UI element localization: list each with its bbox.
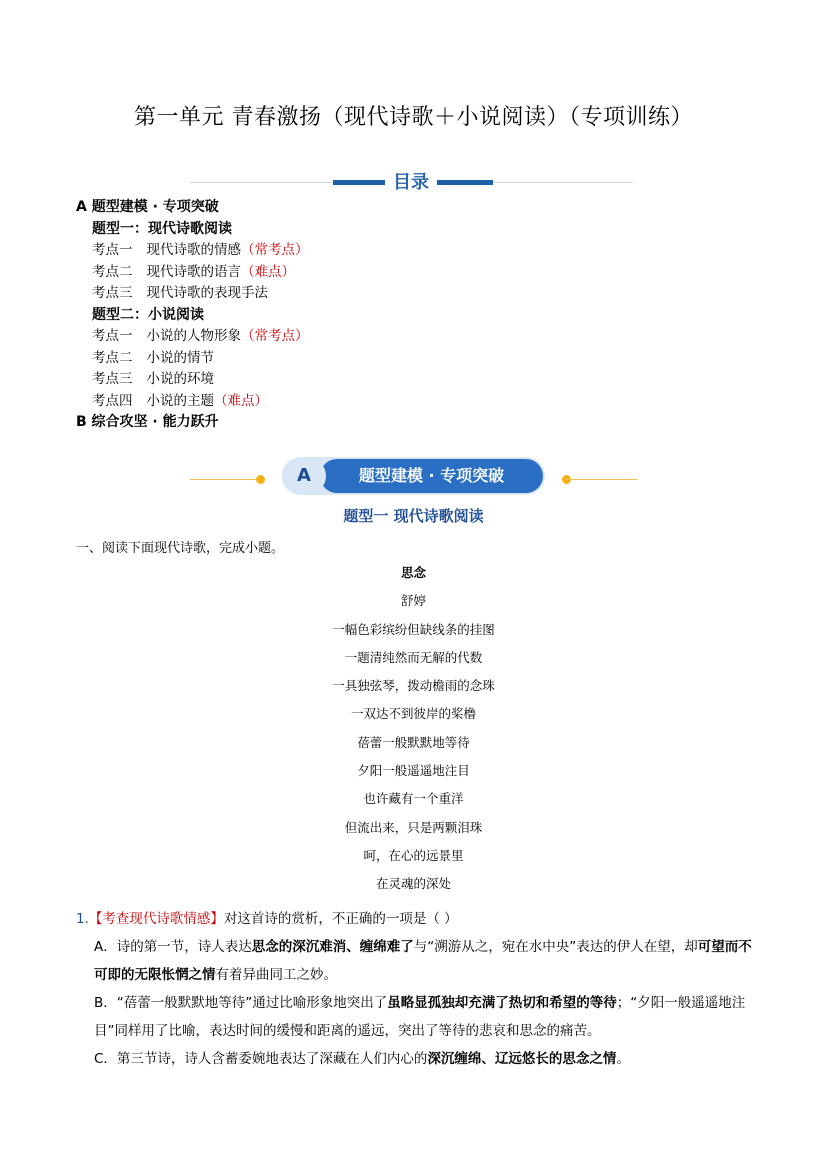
toc-item-label: 考点三 [92,371,133,387]
section-banner [190,457,637,497]
banner-dot-left [256,475,265,484]
toc-item[interactable] [76,262,309,284]
toc-rule-left [190,182,333,183]
toc-part-b[interactable]: B 综合攻坚 · 能力跃升 [76,414,219,430]
toc-banner [333,168,493,192]
toc-item-text: 现代诗歌的语言 [146,263,241,280]
toc-item-tag: （难点） [241,263,295,280]
toc-item-text: 小说的主题 [146,392,214,409]
instruction: 一、阅读下面现代诗歌，完成小题。 [76,541,285,556]
toc-item-text: 现代诗歌的表现手法 [146,285,268,301]
option-text: 有着异曲同工之妙。 [215,967,337,983]
option-a[interactable] [76,933,756,989]
toc-item-text: 现代诗歌的情感 [146,242,241,258]
toc-heading: 目录 [393,172,429,193]
toc-part-a[interactable]: A 题型建模 · 专项突破 [76,199,219,215]
toc-type1[interactable]: 题型一：现代诗歌阅读 [92,220,232,237]
banner-line-right [565,479,637,480]
question-text: 对这首诗的赏析，不正确的一项是（ ） [223,911,458,927]
poem-line: 一题清纯然而无解的代数 [344,649,483,665]
banner-line-left [190,479,260,480]
toc-item-label: 考点二 [92,349,133,366]
section-banner-label: 题型建模 · 专项突破 [320,459,543,493]
option-emphasis: 深沉缠绵、辽远悠长的思念之情 [427,1051,617,1067]
poem-line: 夕阳一般遥遥地注目 [357,763,470,779]
toc-item[interactable] [76,369,309,391]
option-text: 。 [616,1051,630,1067]
option-c[interactable] [76,1045,756,1073]
option-emphasis: 虽略显孤独却充满了热切和希望的等待 [387,995,617,1011]
option-text: 与“溯游从之，宛在水中央”表达的伊人在望，却 [413,939,698,955]
section-banner-letter: A [282,457,326,495]
table-of-contents [76,197,309,434]
option-text: B．“蓓蕾一般默默地等待”通过比喻形象地突出了 [94,995,388,1011]
toc-item-tag: （常考点） [241,328,309,344]
toc-item[interactable] [76,240,309,262]
option-text: ；“夕阳一般遥遥地注目”同样用了比喻，表达时间的缓慢和距离的遥远，突出了等待的悲哀和思念的痛苦。 [94,995,746,1039]
poem-line: 一具独弦琴，拨动檐雨的念珠 [332,678,495,694]
option-b[interactable] [76,989,756,1045]
toc-item-label: 考点二 [92,263,133,280]
toc-type2[interactable]: 题型二：小说阅读 [92,306,204,323]
poem [0,564,827,904]
question-1 [76,905,756,1073]
poem-line: 但流出来，只是两颗泪珠 [344,819,483,835]
option-text: C．第三节诗，诗人含蓄委婉地表达了深藏在人们内心的 [94,1051,428,1067]
toc-item-text: 小说的人物形象 [146,328,241,344]
toc-item-tag: （常考点） [241,242,309,258]
poem-line: 在灵魂的深处 [375,876,451,892]
toc-item-label: 考点一 [92,242,133,258]
question-stem [76,905,756,933]
option-text: A．诗的第一节，诗人表达 [94,939,252,955]
option-emphasis: 思念的深沉难消、缠绵难了 [251,939,414,955]
toc-bar-right [437,180,493,185]
toc-item-label: 考点四 [92,392,133,409]
poem-line: 也许藏有一个重洋 [363,791,464,807]
document-title: 第一单元 青春激扬（现代诗歌＋小说阅读）（专项训练） [134,105,693,130]
question-number: 1. [76,911,89,927]
toc-item[interactable] [76,391,309,413]
toc-item[interactable] [76,326,309,348]
poem-line: 蓓蕾一般默默地等待 [357,734,470,750]
poem-title: 思念 [400,565,426,580]
option-emphasis: 可望而不可即的无限怅惘之情 [94,939,752,983]
toc-item-label: 考点三 [92,285,133,301]
toc-item-text: 小说的环境 [146,371,214,387]
poem-line: 一幅色彩缤纷但缺线条的挂图 [332,621,495,637]
question-tag: 【考查现代诗歌情感】 [88,911,224,927]
type-title: 题型一 现代诗歌阅读 [343,507,484,525]
poem-author: 舒婷 [400,593,426,609]
toc-item-tag: （难点） [214,392,268,409]
toc-item[interactable] [76,348,309,370]
toc-item-text: 小说的情节 [146,349,214,366]
toc-bar-left [333,180,385,185]
toc-rule-right [493,182,633,183]
toc-item-label: 考点一 [92,328,133,344]
poem-line: 一双达不到彼岸的桨橹 [350,706,476,722]
toc-item[interactable] [76,283,309,305]
poem-line: 呵，在心的远景里 [363,847,464,863]
banner-pill [282,457,545,495]
